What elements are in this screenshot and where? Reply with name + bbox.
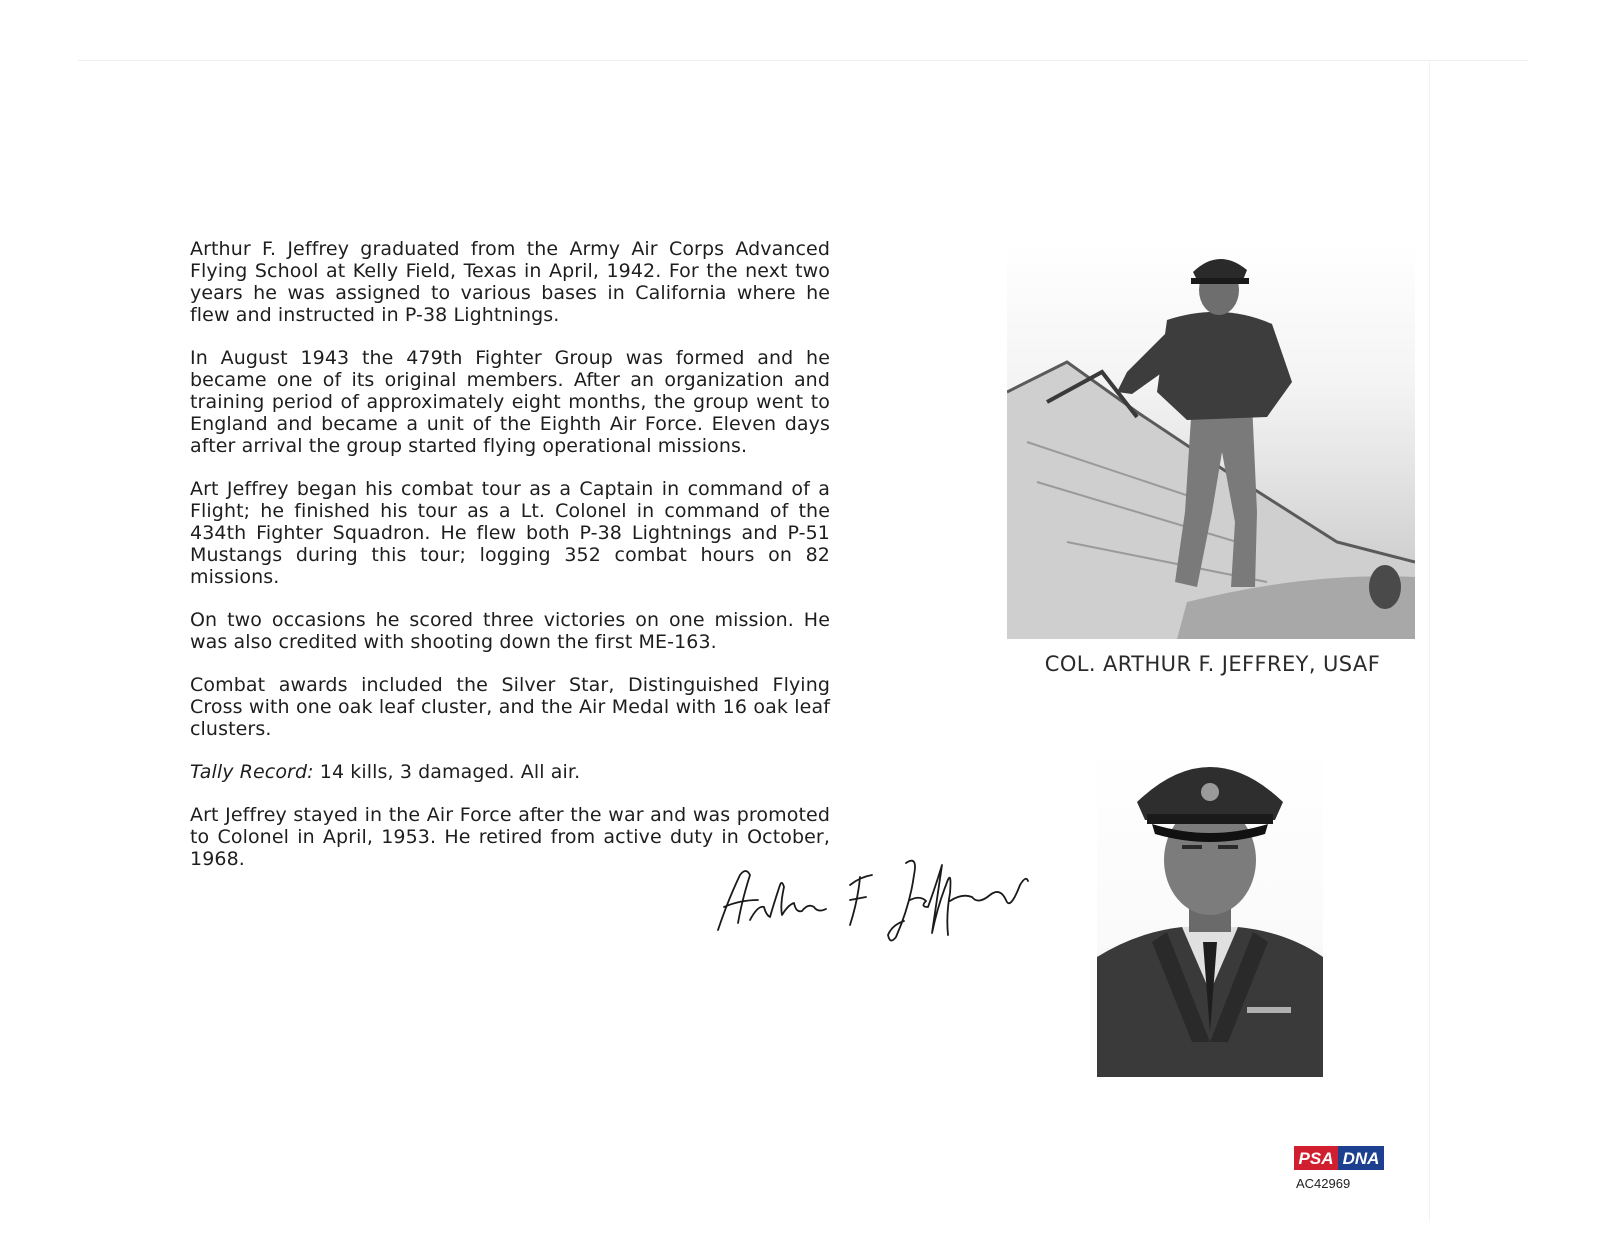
bio-paragraph: In August 1943 the 479th Fighter Group was formed and he became one of its original members. After an organization and training period of approximately eight months, the group went to England and became a unit of the Eighth Air Force. Eleven days after arrival the group started flying operational missions.: [190, 347, 830, 457]
bio-paragraph: Arthur F. Jeffrey graduated from the Army Air Corps Advanced Flying School at Kelly Field, Texas in April, 1942. For the next two years he was assigned to various bases in California where he flew and instructed in P-38 Lightnings.: [190, 238, 830, 326]
portrait-photo: [1097, 742, 1323, 1077]
svg-text:DNA: DNA: [1342, 1149, 1380, 1168]
tally-record: [190, 761, 830, 783]
svg-text:PSA: PSA: [1298, 1149, 1334, 1168]
tally-value: 14 kills, 3 damaged. All air.: [319, 761, 581, 783]
bio-paragraph: On two occasions he scored three victories on one mission. He was also credited with shooting down the first ME-163.: [190, 609, 830, 653]
page-edge: [1429, 62, 1430, 1222]
psa-dna-logo: [1294, 1146, 1384, 1170]
pilot-on-aircraft-photo: [1007, 242, 1415, 639]
bio-paragraph: Art Jeffrey stayed in the Air Force after the war and was promoted to Colonel in April, 1953. He retired from active duty in October, 1968.: [190, 804, 830, 870]
signature: [710, 845, 1040, 945]
tally-label: Tally Record:: [190, 761, 314, 783]
bio-paragraph: Art Jeffrey began his combat tour as a Captain in command of a Flight; he finished his tour as a Lt. Colonel in command of the 434th Fighter Squadron. He flew both P-38 Lightnings and P-51 Mustangs during this tour; logging 352 combat hours on 82 missions.: [190, 478, 830, 588]
bio-paragraph: Combat awards included the Silver Star, Distinguished Flying Cross with one oak leaf cluster, and the Air Medal with 16 oak leaf clusters.: [190, 674, 830, 740]
biography-text: [190, 238, 830, 891]
photo-caption: COL. ARTHUR F. JEFFREY, USAF: [1044, 652, 1381, 676]
certification-number: AC42969: [1296, 1176, 1351, 1191]
